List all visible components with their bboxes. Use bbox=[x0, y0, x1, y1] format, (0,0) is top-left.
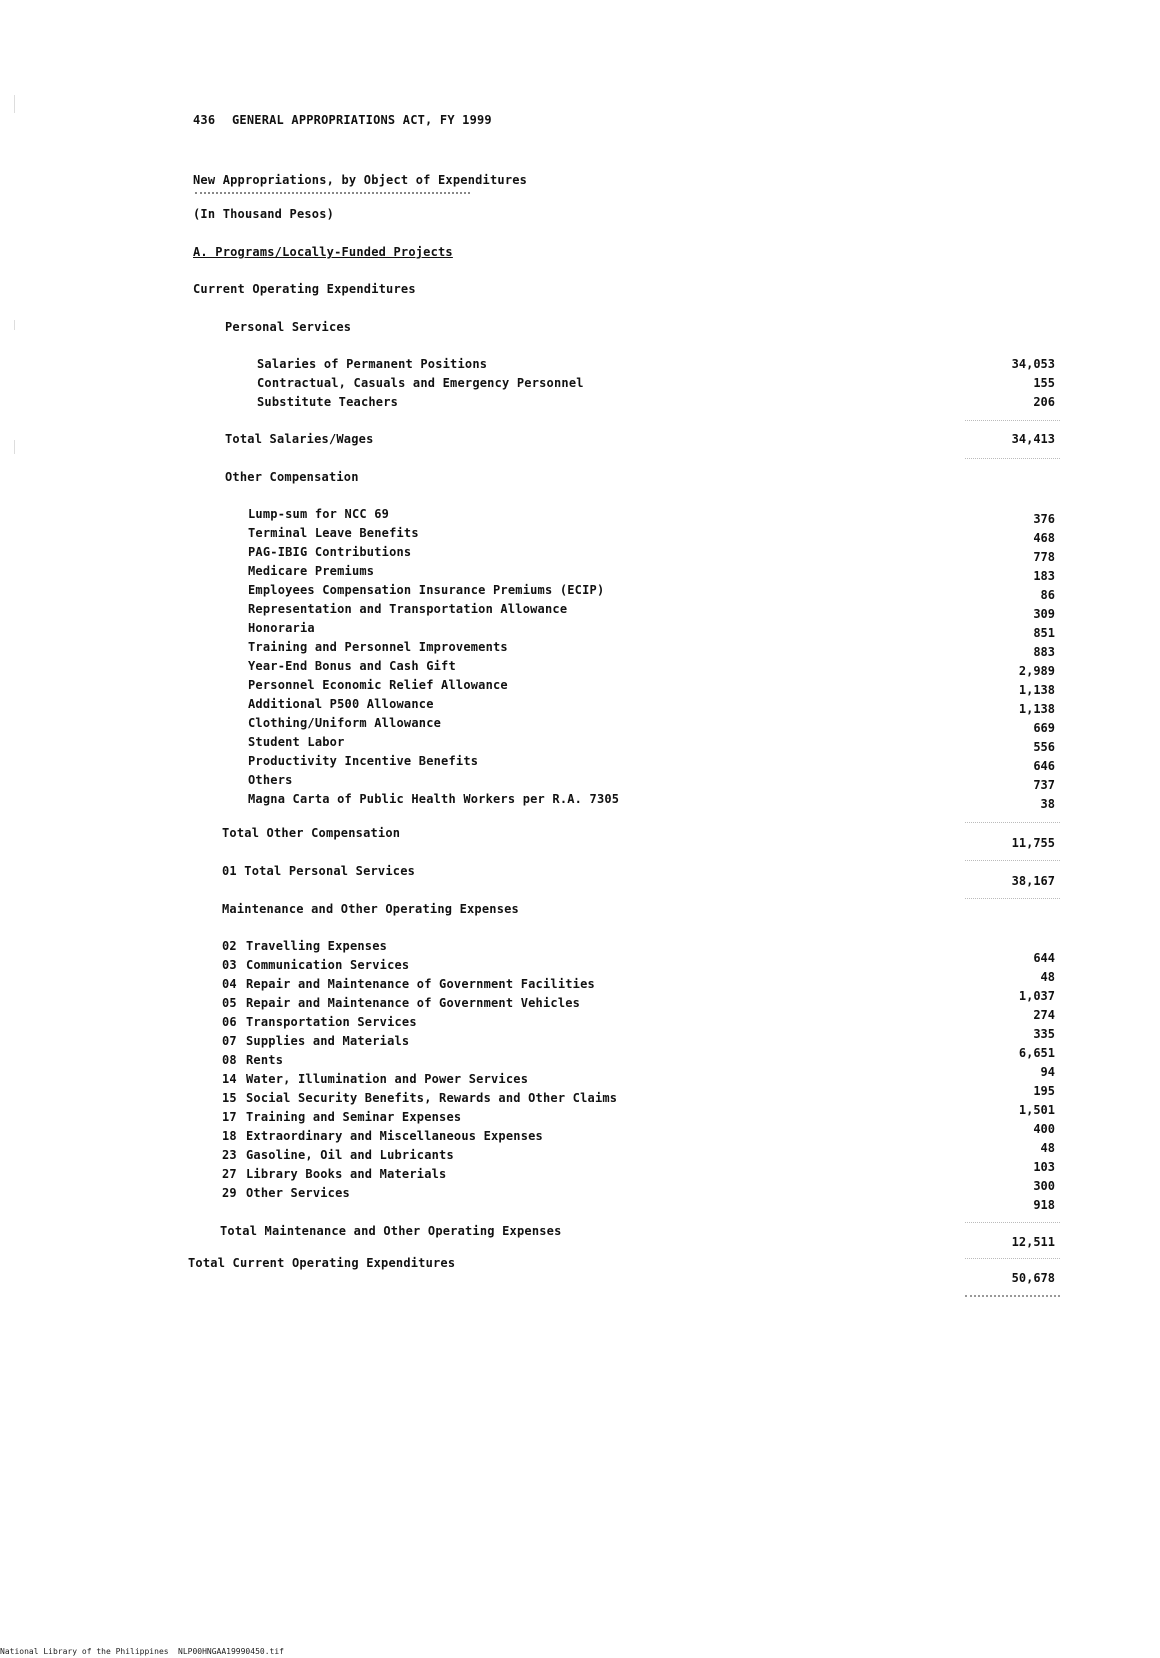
line-item-label: PAG-IBIG Contributions bbox=[248, 545, 412, 559]
line-item-label: Social Security Benefits, Rewards and Other Claims bbox=[246, 1091, 618, 1105]
subtotal-rule bbox=[965, 420, 1060, 421]
line-item-label: Substitute Teachers bbox=[257, 395, 399, 409]
line-item-label: Repair and Maintenance of Government Vehicles bbox=[246, 996, 581, 1010]
object-code: 06 bbox=[222, 1015, 237, 1029]
line-item-value: 376 bbox=[1033, 512, 1055, 526]
total-other-comp-label: Total Other Compensation bbox=[222, 826, 401, 840]
line-item-label: Rents bbox=[246, 1053, 284, 1067]
line-item-value: 103 bbox=[1033, 1160, 1055, 1174]
line-item-label: Personnel Economic Relief Allowance bbox=[248, 678, 508, 692]
object-code: 05 bbox=[222, 996, 237, 1010]
line-item-value: 195 bbox=[1033, 1084, 1055, 1098]
scan-speck bbox=[14, 320, 15, 330]
line-item-label: Medicare Premiums bbox=[248, 564, 375, 578]
line-item-label: Extraordinary and Miscellaneous Expenses bbox=[246, 1129, 543, 1143]
line-item-value: 646 bbox=[1033, 759, 1055, 773]
line-item-value: 644 bbox=[1033, 951, 1055, 965]
line-item-label: Travelling Expenses bbox=[246, 939, 388, 953]
page-number: 436 bbox=[193, 113, 216, 127]
line-item-label: Additional P500 Allowance bbox=[248, 697, 434, 711]
grand-total-label: Total Current Operating Expenditures bbox=[188, 1256, 456, 1270]
line-item-value: 86 bbox=[1040, 588, 1055, 602]
line-item-label: Library Books and Materials bbox=[246, 1167, 447, 1181]
subtotal-rule bbox=[965, 898, 1060, 899]
grand-total-value: 50,678 bbox=[1011, 1271, 1055, 1285]
line-item-value: 206 bbox=[1033, 395, 1055, 409]
line-item-value: 38 bbox=[1040, 797, 1055, 811]
units-note: (In Thousand Pesos) bbox=[193, 207, 335, 221]
line-item-value: 6,651 bbox=[1018, 1046, 1055, 1060]
line-item-label: Lump-sum for NCC 69 bbox=[248, 507, 390, 521]
line-item-value: 468 bbox=[1033, 531, 1055, 545]
line-item-value: 94 bbox=[1040, 1065, 1055, 1079]
total-personal-services-value: 38,167 bbox=[1011, 874, 1055, 888]
line-item-label: Communication Services bbox=[246, 958, 410, 972]
object-code: 08 bbox=[222, 1053, 237, 1067]
line-item-label: Supplies and Materials bbox=[246, 1034, 410, 1048]
line-item-label: Productivity Incentive Benefits bbox=[248, 754, 479, 768]
line-item-label: Employees Compensation Insurance Premiums (ECIP) bbox=[248, 583, 605, 597]
heading-dotted-rule bbox=[195, 192, 470, 194]
object-code: 18 bbox=[222, 1129, 237, 1143]
object-code: 27 bbox=[222, 1167, 237, 1181]
scan-speck bbox=[14, 95, 15, 113]
line-item-label: Salaries of Permanent Positions bbox=[257, 357, 488, 371]
current-heading: Current Operating Expenditures bbox=[193, 282, 416, 296]
line-item-value: 778 bbox=[1033, 550, 1055, 564]
other-compensation-heading: Other Compensation bbox=[225, 470, 359, 484]
line-item-value: 309 bbox=[1033, 607, 1055, 621]
subtotal-rule bbox=[965, 822, 1060, 823]
grand-total-rule bbox=[965, 1295, 1060, 1297]
total-mooe-value: 12,511 bbox=[1011, 1235, 1055, 1249]
subtotal-rule bbox=[965, 1222, 1060, 1223]
section-heading: New Appropriations, by Object of Expenditures bbox=[193, 173, 528, 187]
line-item-label: Gasoline, Oil and Lubricants bbox=[246, 1148, 454, 1162]
line-item-value: 48 bbox=[1040, 1141, 1055, 1155]
total-salaries-label: Total Salaries/Wages bbox=[225, 432, 374, 446]
subtotal-rule bbox=[965, 860, 1060, 861]
line-item-value: 274 bbox=[1033, 1008, 1055, 1022]
programs-heading: A. Programs/Locally-Funded Projects bbox=[193, 245, 453, 259]
page-title: GENERAL APPROPRIATIONS ACT, FY 1999 bbox=[232, 113, 492, 127]
line-item-value: 400 bbox=[1033, 1122, 1055, 1136]
line-item-value: 1,501 bbox=[1018, 1103, 1055, 1117]
line-item-value: 183 bbox=[1033, 569, 1055, 583]
line-item-value: 155 bbox=[1033, 376, 1055, 390]
subtotal-rule bbox=[965, 458, 1060, 459]
line-item-label: Representation and Transportation Allowance bbox=[248, 602, 568, 616]
footer-filename: NLP00HNGAA19990450.tif bbox=[178, 1647, 284, 1656]
object-code: 07 bbox=[222, 1034, 237, 1048]
line-item-label: Terminal Leave Benefits bbox=[248, 526, 419, 540]
line-item-label: Magna Carta of Public Health Workers per R.A. 7305 bbox=[248, 792, 620, 806]
line-item-value: 1,037 bbox=[1018, 989, 1055, 1003]
line-item-label: Honoraria bbox=[248, 621, 315, 635]
object-code: 02 bbox=[222, 939, 237, 953]
line-item-label: Year-End Bonus and Cash Gift bbox=[248, 659, 456, 673]
scan-speck bbox=[14, 440, 15, 454]
total-personal-services-label: 01 Total Personal Services bbox=[222, 864, 416, 878]
line-item-value: 737 bbox=[1033, 778, 1055, 792]
line-item-value: 2,989 bbox=[1018, 664, 1055, 678]
line-item-value: 918 bbox=[1033, 1198, 1055, 1212]
line-item-label: Student Labor bbox=[248, 735, 345, 749]
total-other-comp-value: 11,755 bbox=[1011, 836, 1055, 850]
line-item-value: 34,053 bbox=[1011, 357, 1055, 371]
line-item-label: Transportation Services bbox=[246, 1015, 417, 1029]
object-code: 03 bbox=[222, 958, 237, 972]
line-item-label: Water, Illumination and Power Services bbox=[246, 1072, 529, 1086]
line-item-value: 1,138 bbox=[1018, 683, 1055, 697]
total-salaries-value: 34,413 bbox=[1011, 432, 1055, 446]
line-item-value: 883 bbox=[1033, 645, 1055, 659]
mooe-heading: Maintenance and Other Operating Expenses bbox=[222, 902, 519, 916]
object-code: 15 bbox=[222, 1091, 237, 1105]
object-code: 17 bbox=[222, 1110, 237, 1124]
line-item-label: Others bbox=[248, 773, 293, 787]
line-item-label: Training and Personnel Improvements bbox=[248, 640, 508, 654]
line-item-value: 1,138 bbox=[1018, 702, 1055, 716]
line-item-label: Other Services bbox=[246, 1186, 350, 1200]
line-item-value: 300 bbox=[1033, 1179, 1055, 1193]
total-mooe-label: Total Maintenance and Other Operating Expenses bbox=[220, 1224, 562, 1238]
subtotal-rule bbox=[965, 1258, 1060, 1259]
personal-services-heading: Personal Services bbox=[225, 320, 352, 334]
object-code: 23 bbox=[222, 1148, 237, 1162]
line-item-value: 556 bbox=[1033, 740, 1055, 754]
line-item-value: 669 bbox=[1033, 721, 1055, 735]
line-item-value: 851 bbox=[1033, 626, 1055, 640]
line-item-label: Clothing/Uniform Allowance bbox=[248, 716, 442, 730]
line-item-label: Training and Seminar Expenses bbox=[246, 1110, 462, 1124]
line-item-label: Contractual, Casuals and Emergency Personnel bbox=[257, 376, 584, 390]
line-item-value: 48 bbox=[1040, 970, 1055, 984]
object-code: 14 bbox=[222, 1072, 237, 1086]
object-code: 29 bbox=[222, 1186, 237, 1200]
object-code: 04 bbox=[222, 977, 237, 991]
footer-library: National Library of the Philippines bbox=[0, 1647, 169, 1656]
line-item-value: 335 bbox=[1033, 1027, 1055, 1041]
line-item-label: Repair and Maintenance of Government Facilities bbox=[246, 977, 595, 991]
